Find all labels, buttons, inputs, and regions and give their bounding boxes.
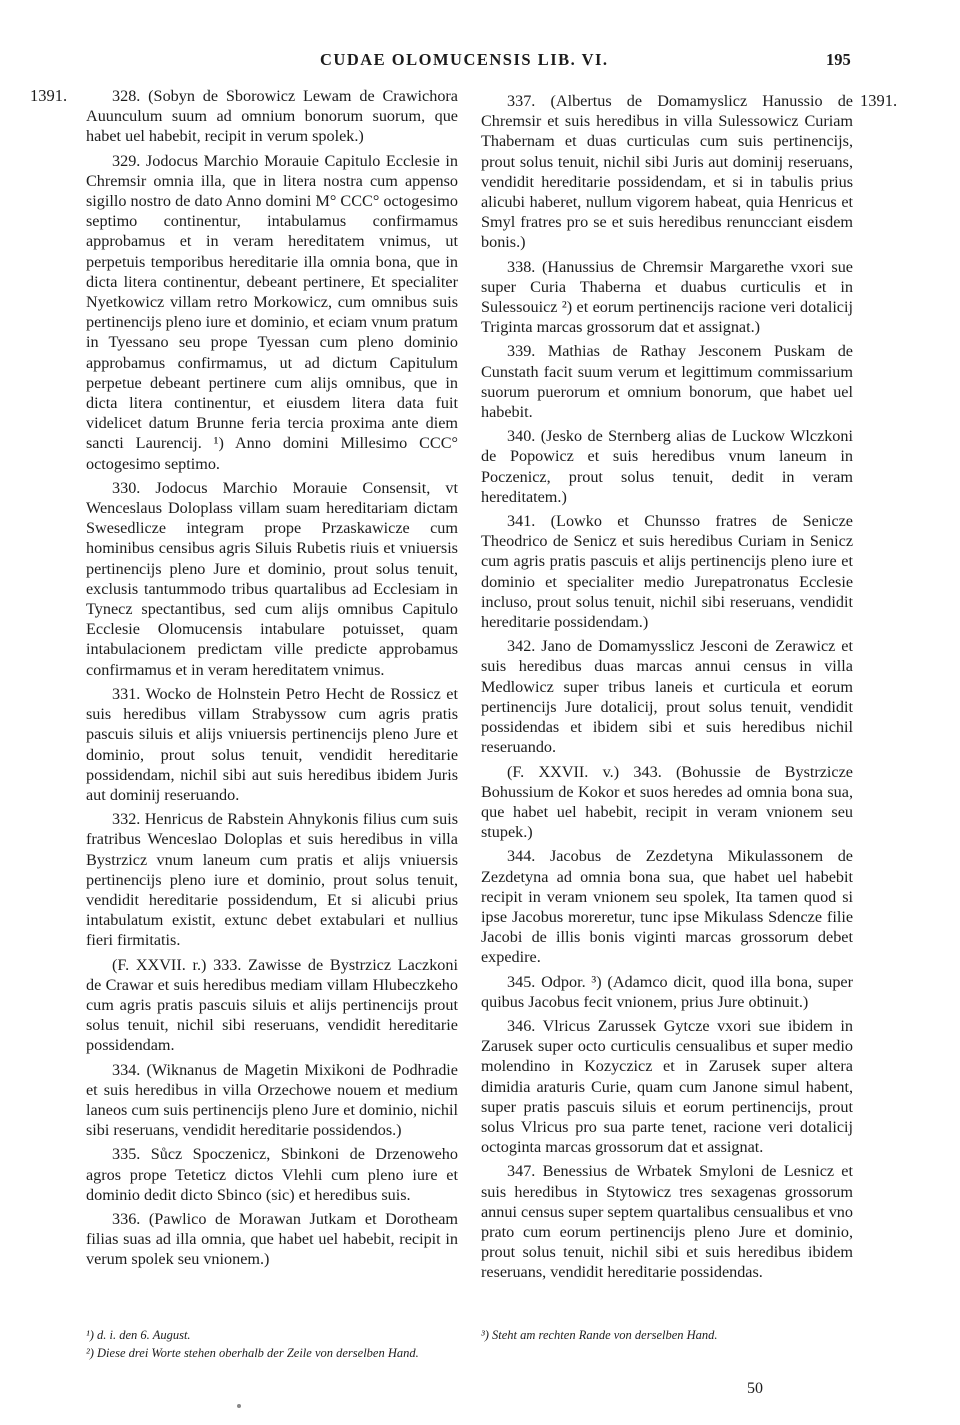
entry-346: 346. Vlricus Zarussek Gytcze vxori sue ibidem in Zarusek super octo curticulis censualibus et super medio molendino in Kozyczicz et in Zarusek super altera dimidia araturis Curie, quam cum Janone simul habent, super pratis pascuis siluis et eorum pertinencijs, prout solus Vlricus pro sua parte tenet, racione veri dotalicij octoginta marcas grossorum dat et assignat.	[481, 1016, 853, 1157]
entry-331: 331. Wocko de Holnstein Petro Hecht de Rossicz et suis heredibus villam Strabyssow cum agris pratis pascuis siluis et alijs vniuersis pertinencijs pleno Jure et dominio, prout solus tenuit, vendidit hereditarie possidendam, nichil sibi aut suis heredibus ibidem Juris aut dominij reseruando.	[86, 684, 458, 804]
entry-339: 339. Mathias de Rathay Jesconem Puskam de Cunstath facit suum verum et legittimum commissarium suorum puerorum et omnium bonorum, que habet uel habebit.	[481, 342, 853, 422]
entry-333: (F. XXVII. r.) 333. Zawisse de Bystrzicz Laczkoni de Crawar et suis heredibus mediam villam Hlubeczkeho cum agris pratis pascuis siluis et alijs pertinencijs prout solus tenuit, nichil sibi reseruans, vendidit hereditarie possidendam.	[86, 955, 458, 1055]
entry-341: 341. (Lowko et Chunsso fratres de Senicze Theodrico de Senicz et suis heredibus Curiam in Senicz cum agris pratis pascuis et alijs pertinencijs pleno iure et dominio et specialiter medio Jurepatronatus Ecclesie incluso, prout solus tenuit, nichil sibi reseruans, vendidit hereditarie possidendam.)	[481, 512, 853, 632]
right-column	[481, 91, 853, 1287]
entry-335: 335. Sůcz Spoczenicz, Sbinkoni de Drzenoweho agros prope Teteticz dictos Vlehli cum pleno iure et dominio dedit dicto Sbinco (sic) et heredibus suis.	[86, 1145, 458, 1204]
footnotes-right	[481, 1327, 861, 1345]
entry-328: 328. (Sobyn de Sborowicz Lewam de Crawichora Auunculum suum ad omnium bonorum suorum, que habet uel habebit, recipit in verum spolek.)	[86, 87, 458, 146]
entry-329: 329. Jodocus Marchio Morauie Capitulo Ecclesie in Chremsir omnia illa, que in litera nostra cum appenso sigillo nostro de dato Anno domini M° CCC° octogesimo septimo continentur, intabulamus confirmamus approbamus et in veram hereditatem vnimus, ut perpetuis temporibus hereditarie illa omnia bona, que in dicta litera continentur, debeant pertinere, Et specialiter Nyetkowicz villam retro Morkowicz, cum omnibus suis pertinencijs pleno iure et dominio, et eciam vnum pratum in Tyessano seu prope Tyessan cum pleno dominio approbamus confirmamus, ut ad dictum Capitulum perpetue debeant pertinere cum alijs omnibus, que in dicta litera continentur, et eiusdem litera data fuit videlicet datum Brunne feria tercia proxima ante diem sancti Laurencij. ¹) Anno domini Millesimo CCC° octogesimo septimo.	[86, 151, 458, 473]
entry-336: 336. (Pawlico de Morawan Jutkam et Dorotheam filias suas ad illa omnia, que habet uel habebit, recipit in verum spolek seu vnionem.)	[86, 1209, 458, 1269]
page-header	[0, 50, 960, 80]
entry-337: 337. (Albertus de Domamyslicz Hanussio de Chremsir et suis heredibus in villa Sulessowicz Curiam Thabernam et duas curticulas cum suis pertinencijs, prout solus tenuit, nichil sibi Juris aut dominij reseruans, vendidit hereditarie possidendam, et si in tabulis prius alicubi haberet, nullum vigorem habeat, quia Henricus et Smyl fratres pro se et suis heredibus renuncciant eisdem bonis.)	[481, 92, 853, 252]
entry-343: (F. XXVII. v.) 343. (Bohussie de Bystrzicze Bohussium de Kokor et suos heredes ad omnia bona sua, que habet uel habebit, recipit in veram vnionem seu stupek.)	[481, 762, 853, 842]
year-margin-left: 1391.	[30, 86, 68, 105]
entry-344: 344. Jacobus de Zezdetyna Mikulassonem de Zezdetyna ad omnia bona sua, que habet uel habebit recipit in veram vnionem seu spolek, Ita tamen quod si ipse Jacobus moreretur, tunc ipse Mikulass Sdencze filie Jacobi de illis bonis viginti marcas grossorum debet expedire.	[481, 847, 853, 967]
footnote-1: ¹) d. i. den 6. August.	[86, 1328, 191, 1342]
page-number: 195	[826, 50, 851, 69]
footnotes-left	[86, 1327, 466, 1363]
entry-347: 347. Benessius de Wrbatek Smyloni de Lesnicz et suis heredibus in Stytowicz tres sexagenas grossorum annui census super septem quartalibus censualibus et vno prato cum eorum pertinencijs pleno Jure et dominio, prout solus tenuit, nichil sibi et suis heredibus ibidem reseruans, vendidit hereditarie possidendas.	[481, 1162, 853, 1282]
entry-332: 332. Henricus de Rabstein Ahnykonis filius cum suis fratribus Wenceslao Doloplas et suis heredibus in villa Bystrzicz vnum laneum cum pratis et alijs vniuersis pertinencijs pleno iure et dominio, prout solus tenuit, vendidit hereditarie possidendum, Et si alicubi prius intabulatum existit, extunc debet extabulari et nullius fieri firmitatis.	[86, 810, 458, 950]
entry-338: 338. (Hanussius de Chremsir Margarethe vxori sue super Curia Thaberna et duabus curticulis et in Sulessouicz ²) et eorum pertinencijs racione veri dotalicij Triginta marcas grossorum dat et assignat.)	[481, 257, 853, 337]
entry-342: 342. Jano de Domamysslicz Jesconi de Zerawicz et suis heredibus duas marcas annui census in villa Medlowicz super tribus laneis et curticula et eorum pertinencijs Jure dotalicij, prout solus tenuit, vendidit possidendas et ibidem sibi et suis heredibus nichil reseruando.	[481, 637, 853, 757]
footnote-2: ²) Diese drei Worte stehen oberhalb der Zeile von derselben Hand.	[86, 1346, 419, 1360]
entry-330: 330. Jodocus Marchio Morauie Consensit, vt Wenceslaus Doloplass villam suam hereditariam dictam Swesedlicze integram prope Przaskawicze cum hominibus censibus agris Siluis Rubetis riuis et vniuersis pertinencijs pleno Jure et dominio, prout solus tenuit, exclusis tantummodo tribus quartalibus ad Ecclesiam in Tynecz spectantibus, sed cum alijs omnibus Capitulo Ecclesie Olomucensis intabulare potuisset, quam intabulacionem predictam ville predicte approbamus confirmamus et in veram hereditatem vnimus.	[86, 478, 458, 679]
left-column	[86, 86, 458, 1274]
entry-334: 334. (Wiknanus de Magetin Mixikoni de Podhradie et suis heredibus in villa Orzechowe nouem et medium laneos cum suis pertinencijs pleno Jure et dominio, nichil sibi reseruans, vendidit hereditarie possidendos.)	[86, 1060, 458, 1140]
running-head: CUDAE OLOMUCENSIS LIB. VI.	[320, 50, 609, 69]
entry-340: 340. (Jesko de Sternberg alias de Luckow Wlczkoni de Popowicz et suis heredibus vnum laneum in Poczenicz, prout solus tenuit, dedit in veram hereditatem.)	[481, 427, 853, 506]
entry-345: 345. Odpor. ³) (Adamco dicit, quod illa bona, super quibus Jacobus fecit vnionem, prius Jure obtinuit.)	[481, 972, 853, 1011]
ink-dot	[237, 1404, 241, 1408]
footnote-3: ³) Steht am rechten Rande von derselben Hand.	[481, 1328, 718, 1342]
year-margin-right: 1391.	[860, 91, 898, 110]
signature-mark: 50	[747, 1380, 763, 1397]
